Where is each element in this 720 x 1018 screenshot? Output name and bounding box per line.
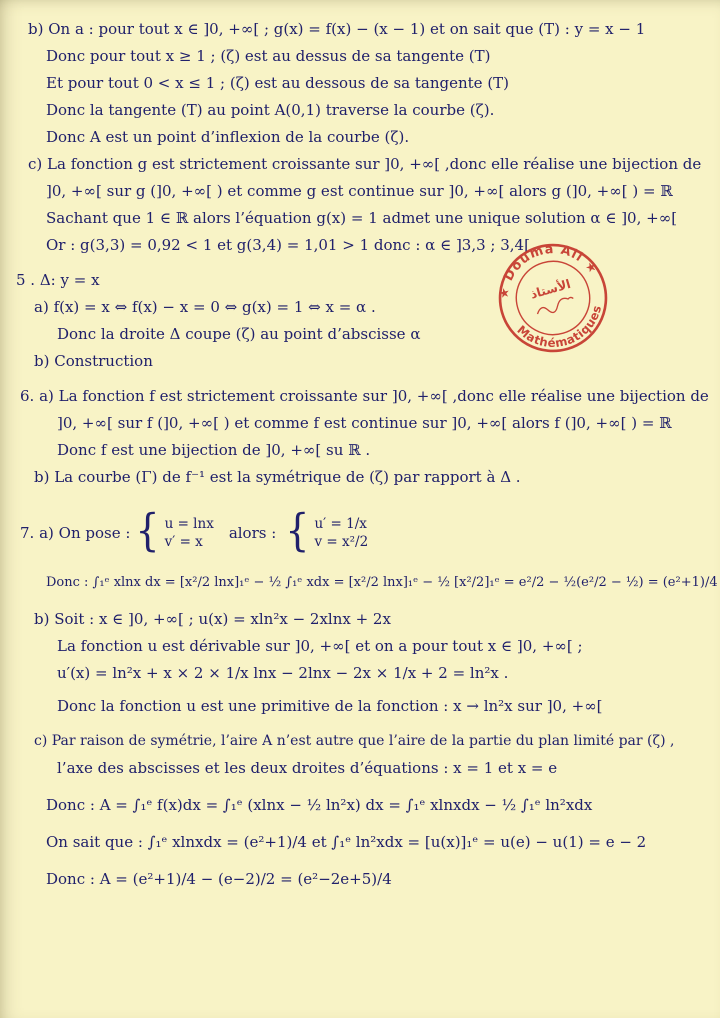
doc-line: ]0, +∞[ sur f (]0, +∞[ ) et comme f est continue sur ]0, +∞[ alors f (]0, +∞[ ) = ℝ	[57, 414, 672, 432]
doc-line: Donc : A = ∫₁ᵉ f(x)dx = ∫₁ᵉ (xlnx − ½ ln²x) dx = ∫₁ᵉ xlnxdx − ½ ∫₁ᵉ ln²xdx	[46, 796, 593, 814]
left-brace: {	[135, 505, 160, 556]
doc-line: ]0, +∞[ sur g (]0, +∞[ ) et comme g est continue sur ]0, +∞[ alors g (]0, +∞[ ) = ℝ	[46, 182, 673, 200]
doc-line: l’axe des abscisses et les deux droites d’équations : x = 1 et x = e	[57, 759, 558, 777]
doc-line: u′(x) = ln²x + x × 2 × 1/x lnx − 2lnx − 2x × 1/x + 2 = ln²x .	[57, 664, 509, 682]
section-7-system-line	[0, 503, 720, 563]
system-right-stack	[314, 515, 368, 551]
doc-line: Donc f est une bijection de ]0, +∞[ su ℝ .	[57, 441, 371, 459]
system-connector: alors :	[228, 523, 277, 542]
system-right-bottom: v = x²/2	[314, 534, 369, 550]
doc-line: b) La courbe (Γ) de f⁻¹ est la symétrique de (ζ) par rapport à Δ .	[34, 468, 521, 486]
doc-line: c) Par raison de symétrie, l’aire A n’est autre que l’aire de la partie du plan limité par (ζ) ,	[34, 733, 675, 749]
system-prefix: 7. a) On pose :	[20, 523, 131, 542]
right-brace: {	[285, 505, 310, 556]
doc-line: b) Construction	[34, 352, 153, 370]
system-right-top: u′ = 1/x	[314, 516, 367, 532]
doc-line: Donc : ∫₁ᵉ xlnx dx = [x²/2 lnx]₁ᵉ − ½ ∫₁ᵉ xdx = [x²/2 lnx]₁ᵉ − ½ [x²/2]₁ᵉ = e²/2 − ½(e²/2 − ½) = (e²+1)/4	[46, 575, 718, 590]
doc-line: Donc : A = (e²+1)/4 − (e−2)/2 = (e²−2e+5)/4	[46, 870, 392, 888]
doc-line: Et pour tout 0 < x ≤ 1 ; (ζ) est au dessous de sa tangente (T)	[46, 74, 510, 92]
system-left-stack	[165, 515, 214, 551]
system-left-top: u = lnx	[164, 516, 214, 532]
doc-line: b) On a : pour tout x ∈ ]0, +∞[ ; g(x) = f(x) − (x − 1) et on sait que (T) : y = x − 1	[28, 20, 646, 38]
doc-line: c) La fonction g est strictement croissante sur ]0, +∞[ ,donc elle réalise une bijection de	[28, 155, 702, 173]
stamp-center-text: الأستاذ	[528, 276, 573, 302]
doc-line: Donc A est un point d’inflexion de la courbe (ζ).	[46, 128, 410, 146]
doc-line: b) Soit : x ∈ ]0, +∞[ ; u(x) = xln²x − 2xlnx + 2x	[34, 610, 391, 628]
doc-line: Donc pour tout x ≥ 1 ; (ζ) est au dessus de sa tangente (T)	[46, 47, 491, 65]
doc-line: On sait que : ∫₁ᵉ xlnxdx = (e²+1)/4 et ∫₁ᵉ ln²xdx = [u(x)]₁ᵉ = u(e) − u(1) = e − 2	[46, 833, 647, 851]
stamp-top-text: ★ Douma Ali ★	[495, 241, 602, 300]
doc-line: La fonction u est dérivable sur ]0, +∞[ et on a pour tout x ∈ ]0, +∞[ ;	[57, 637, 583, 655]
doc-line: Sachant que 1 ∈ ℝ alors l’équation g(x) = 1 admet une unique solution α ∈ ]0, +∞[	[46, 209, 678, 227]
section-6-heading: 6. a) La fonction f est strictement croissante sur ]0, +∞[ ,donc elle réalise une bijection de	[20, 387, 709, 405]
doc-line: a) f(x) = x ⇔ f(x) − x = 0 ⇔ g(x) = 1 ⇔ x = α .	[34, 298, 376, 316]
doc-line: Donc la tangente (T) au point A(0,1) traverse la courbe (ζ).	[46, 101, 495, 119]
doc-line: Donc la fonction u est une primitive de la fonction : x → ln²x sur ]0, +∞[	[57, 697, 603, 715]
doc-line: Or : g(3,3) = 0,92 < 1 et g(3,4) = 1,01 > 1 donc : α ∈ ]3,3 ; 3,4[	[46, 236, 530, 254]
section-5-heading: 5 . Δ: y = x	[16, 271, 100, 289]
stamp-bottom-text: Mathématiques	[514, 303, 605, 351]
system-left-bottom: v′ = x	[164, 534, 203, 550]
doc-line: Donc la droite Δ coupe (ζ) au point d’abscisse α	[57, 325, 421, 343]
